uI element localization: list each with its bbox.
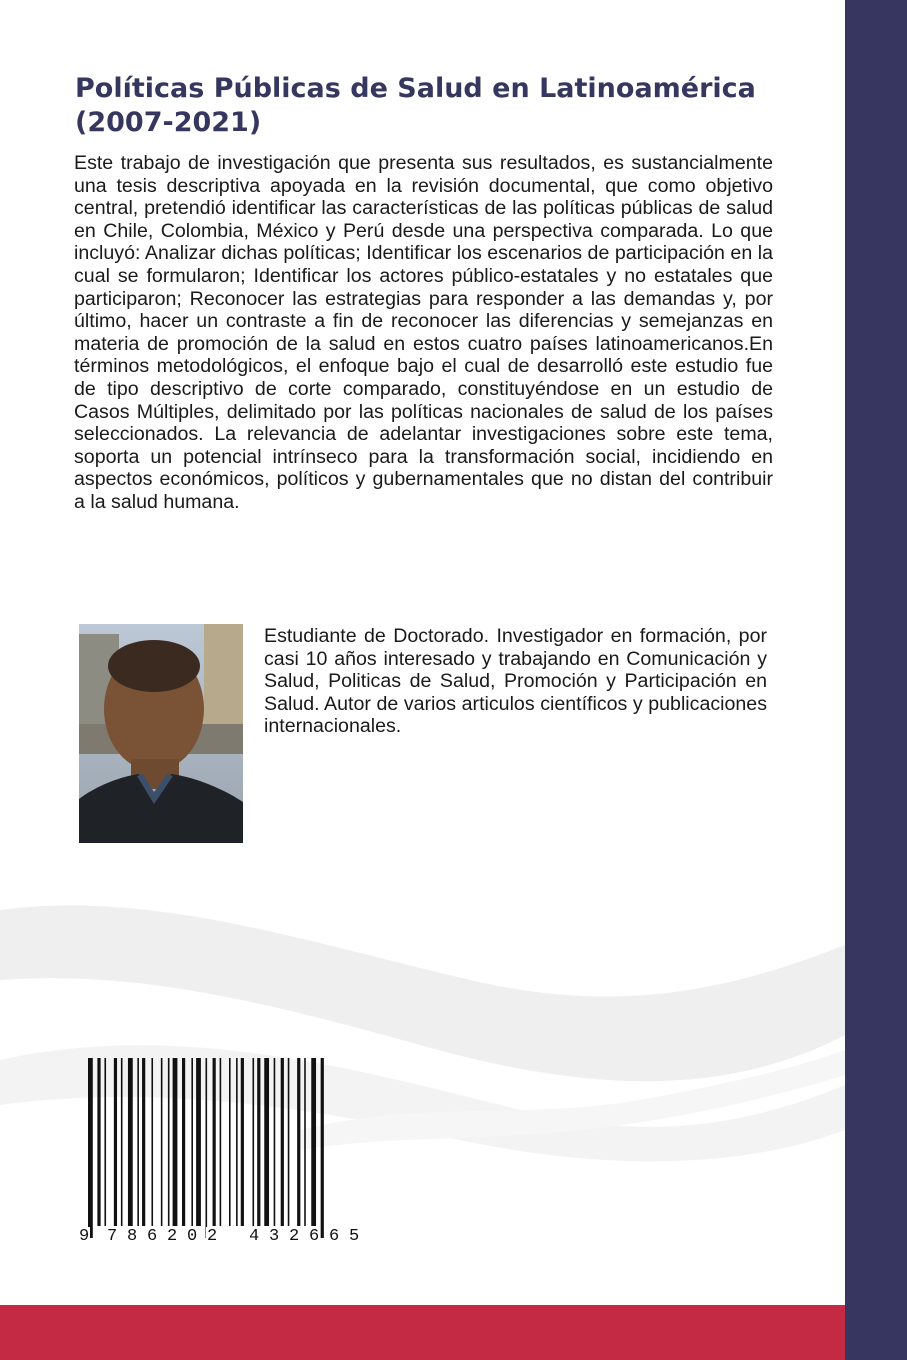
barcode-digit: 0 — [187, 1227, 198, 1246]
barcode-digit: 6 — [147, 1227, 158, 1246]
barcode-bar — [168, 1058, 170, 1226]
barcode-digit: 8 — [127, 1227, 138, 1246]
barcode-bar — [321, 1058, 324, 1238]
barcode-bar — [191, 1058, 193, 1226]
barcode-digit: 3 — [269, 1227, 280, 1246]
author-bio: Estudiante de Doctorado. Investigador en formación, por casi 10 años interesado y trabajando en Comunicación y Salud, Politicas de Salud, Promoción y Participación en Salud. Autor de varios articulos científicos y publicaciones internacionales. — [264, 625, 767, 738]
barcode-bar — [241, 1058, 244, 1226]
barcode-bar — [229, 1058, 231, 1226]
barcode-digits — [78, 1227, 392, 1249]
book-title: Políticas Públicas de Salud en Latinoamérica (2007-2021) — [75, 73, 756, 138]
barcode-digit: 9 — [79, 1227, 90, 1246]
barcode-bar — [220, 1058, 222, 1226]
barcode-bar — [281, 1058, 284, 1226]
barcode-bar — [213, 1058, 216, 1226]
barcode-bar — [114, 1058, 117, 1226]
barcode-digit: 5 — [349, 1227, 360, 1246]
barcode-bar — [104, 1058, 106, 1226]
barcode-bar — [304, 1058, 306, 1226]
barcode-bar — [151, 1058, 153, 1226]
barcode-digit: 7 — [107, 1227, 118, 1246]
barcode-bar — [297, 1058, 300, 1226]
barcode-bar — [236, 1058, 238, 1226]
barcode-bar — [311, 1058, 316, 1226]
barcode-bar — [264, 1058, 269, 1226]
author-photo — [79, 624, 243, 843]
barcode-bar — [137, 1058, 139, 1226]
barcode-bar — [257, 1058, 260, 1226]
barcode-digit: 2 — [289, 1227, 300, 1246]
barcode-bar — [97, 1058, 100, 1226]
barcode-bar — [274, 1058, 276, 1226]
barcode-digit: 2 — [207, 1227, 218, 1246]
barcode-bar — [253, 1058, 255, 1226]
barcode-bar — [161, 1058, 163, 1226]
cover-spine — [845, 0, 907, 1360]
barcode-bar — [173, 1058, 178, 1226]
barcode-bar — [196, 1058, 201, 1226]
barcode-digit: 4 — [249, 1227, 260, 1246]
barcode-bar — [142, 1058, 145, 1226]
barcode-bar — [288, 1058, 290, 1226]
barcode-digit: 6 — [309, 1227, 320, 1246]
barcode-bar — [182, 1058, 185, 1226]
barcode-digit: 2 — [167, 1227, 178, 1246]
barcode-digit: 6 — [329, 1227, 340, 1246]
book-blurb: Este trabajo de investigación que presenta sus resultados, es sustancialmente una tesis descriptiva apoyada en la revisión documental, que como objetivo central, pretendió identificar las características de las políticas públicas de salud en Chile, Colombia, México y Perú desde una perspectiva comparada. Lo que incluyó: Analizar dichas políticas; Identificar los escenarios de participación en la cual se formularon; Identificar los actores público-estatales y no estatales que participaron; Reconocer las estrategias para responder a las demandas y, por último, hacer un contraste a fin de reconocer las diferencias y semejanzas en materia de promoción de la salud en estos cuatro países latinoamericanos.En términos metodológicos, el enfoque bajo el cual de desarrolló este estudio fue de tipo descriptivo de corte comparado, constituyéndose en un estudio de Casos Múltiples, delimitado por las políticas nacionales de salud de los países seleccionados. La relevancia de adelantar investigaciones sobre este tema, soporta un potencial intrínseco para la transformación social, incidiendo en aspectos económicos, políticos y gubernamentales que no distan del contribuir a la salud humana. — [74, 152, 773, 513]
barcode-bar — [88, 1058, 93, 1238]
barcode-bar — [206, 1058, 208, 1238]
bottom-band — [0, 1305, 845, 1360]
barcode-bar — [128, 1058, 133, 1226]
barcode-bar — [121, 1058, 123, 1226]
isbn-barcode — [78, 1058, 392, 1248]
